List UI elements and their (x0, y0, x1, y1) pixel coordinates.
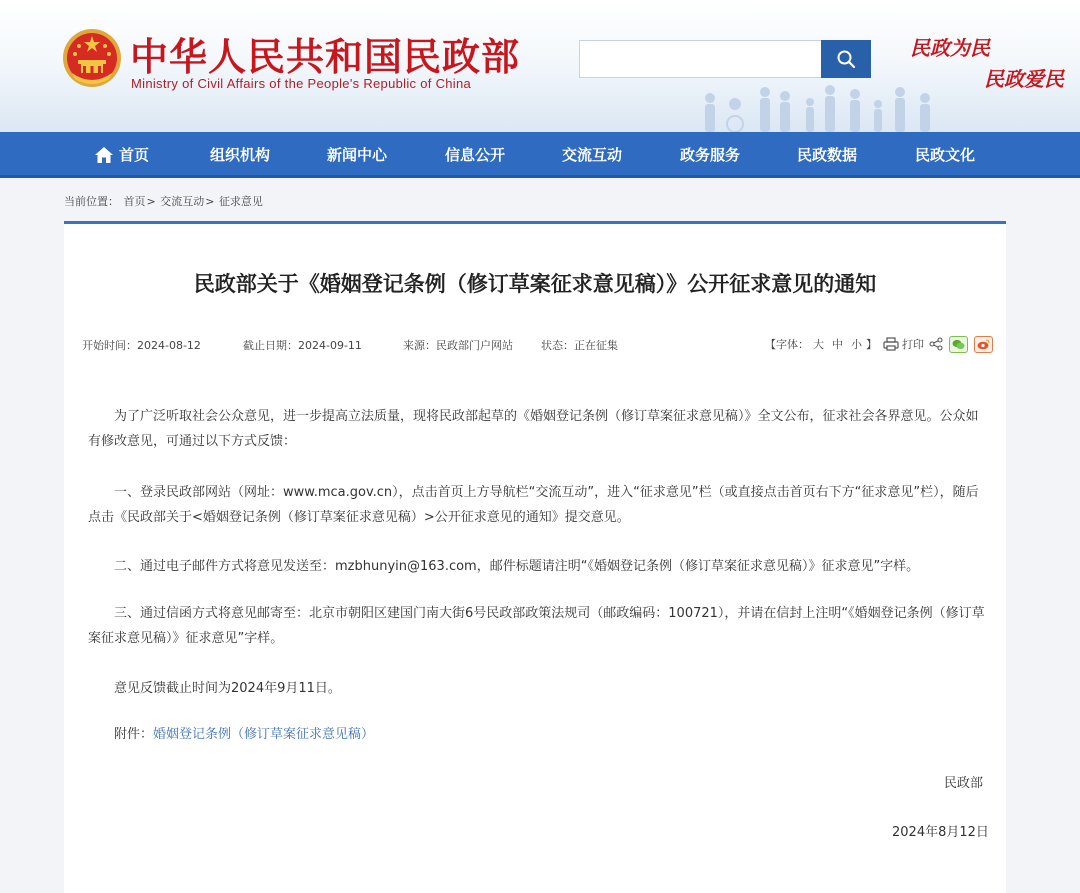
signature: 民政部 (944, 776, 984, 791)
site-subtitle: Ministry of Civil Affairs of the People's Republic of China (131, 76, 472, 91)
article-panel (64, 221, 1006, 893)
attachment-link[interactable]: 婚姻登记条例（修订草案征求意见稿） (153, 727, 375, 742)
paragraph-method-3: 三、通过信函方式将意见邮寄至：北京市朝阳区建国门南大街6号民政部政策法规司（邮政编码：100721），并请在信封上注明“《婚姻登记条例（修订草案征求意见稿）》征求意见”字样。 (88, 606, 985, 646)
main-nav (0, 132, 1080, 178)
nav-item-data[interactable]: 民政数据 (797, 146, 858, 164)
article-tools (765, 334, 993, 354)
breadcrumb-consultation[interactable]: 征求意见 (218, 195, 263, 208)
site-title[interactable]: 中华人民共和国民政部 (130, 35, 521, 79)
meta-start-time: 开始时间：2024-08-12 (82, 339, 201, 352)
printer-icon[interactable] (883, 337, 899, 351)
paragraph-deadline: 意见反馈截止时间为2024年9月11日。 (114, 681, 341, 696)
nav-item-label: 首页 (119, 146, 150, 164)
article-title: 民政部关于《婚姻登记条例（修订草案征求意见稿）》公开征求意见的通知 (193, 272, 877, 296)
font-size-small-button[interactable]: 小 (851, 338, 862, 351)
paragraph-attachment (88, 722, 988, 747)
nav-item-services[interactable]: 政务服务 (680, 146, 741, 164)
slogan-line-1: 民政为民 (910, 36, 990, 60)
nav-item-home[interactable] (94, 132, 149, 178)
people-silhouette-decoration (690, 82, 950, 132)
share-wechat-button[interactable] (949, 336, 968, 353)
print-button[interactable]: 打印 (902, 338, 924, 351)
nav-item-culture[interactable]: 民政文化 (915, 146, 976, 164)
breadcrumb-separator: > (146, 195, 156, 208)
search-icon (836, 49, 856, 69)
breadcrumb (64, 193, 264, 209)
nav-item-interaction[interactable]: 交流互动 (562, 146, 623, 164)
search-box (579, 40, 871, 78)
meta-end-date: 截止日期：2024-09-11 (243, 339, 362, 352)
paragraph-method-2: 二、通过电子邮件方式将意见发送至：mzbhunyin@163.com，邮件标题请注明“《婚姻登记条例（修订草案征求意见稿）》征求意见”字样。 (114, 559, 920, 574)
home-icon (94, 146, 114, 164)
nav-item-news[interactable]: 新闻中心 (327, 146, 388, 164)
paragraph-method-1: 一、登录民政部网站（网址：www.mca.gov.cn），点击首页上方导航栏“交流互动”，进入“征求意见”栏（或直接点击首页右下方“征求意见”栏），随后点击《民政部关于<婚姻登记条例（修订草案征求意见稿）>公开征求意见的通知》提交意见。 (88, 485, 979, 525)
slogan-line-2: 民政爱民 (984, 67, 1064, 91)
nav-item-info-disclosure[interactable]: 信息公开 (445, 146, 506, 164)
font-size-large-button[interactable]: 大 (813, 338, 824, 351)
breadcrumb-home[interactable]: 首页 (123, 195, 146, 208)
font-size-medium-button[interactable]: 中 (832, 338, 843, 351)
meta-source: 来源：民政部门户网站 (403, 339, 513, 352)
search-input[interactable] (579, 40, 821, 78)
font-size-label: 【字体： (765, 338, 809, 351)
wechat-icon (952, 339, 965, 350)
weibo-icon (977, 339, 990, 350)
paragraph-intro: 为了广泛听取社会公众意见，进一步提高立法质量，现将民政部起草的《婚姻登记条例（修订草案征求意见稿）》全文公布，征求社会各界意见。公众如有修改意见，可通过以下方式反馈： (88, 409, 979, 449)
attachment-label: 附件： (114, 727, 154, 742)
publish-date: 2024年8月12日 (892, 825, 989, 840)
search-button[interactable] (821, 40, 871, 78)
nav-item-organization[interactable]: 组织机构 (210, 146, 271, 164)
national-emblem-icon[interactable] (62, 27, 122, 89)
meta-status: 状态：正在征集 (541, 339, 618, 352)
share-weibo-button[interactable] (974, 336, 993, 353)
font-size-bracket-end: 】 (866, 338, 877, 351)
breadcrumb-interaction[interactable]: 交流互动 (160, 195, 205, 208)
share-icon[interactable] (929, 337, 943, 351)
site-header (0, 0, 1080, 132)
breadcrumb-label: 当前位置： (64, 195, 119, 208)
breadcrumb-separator: > (205, 195, 215, 208)
